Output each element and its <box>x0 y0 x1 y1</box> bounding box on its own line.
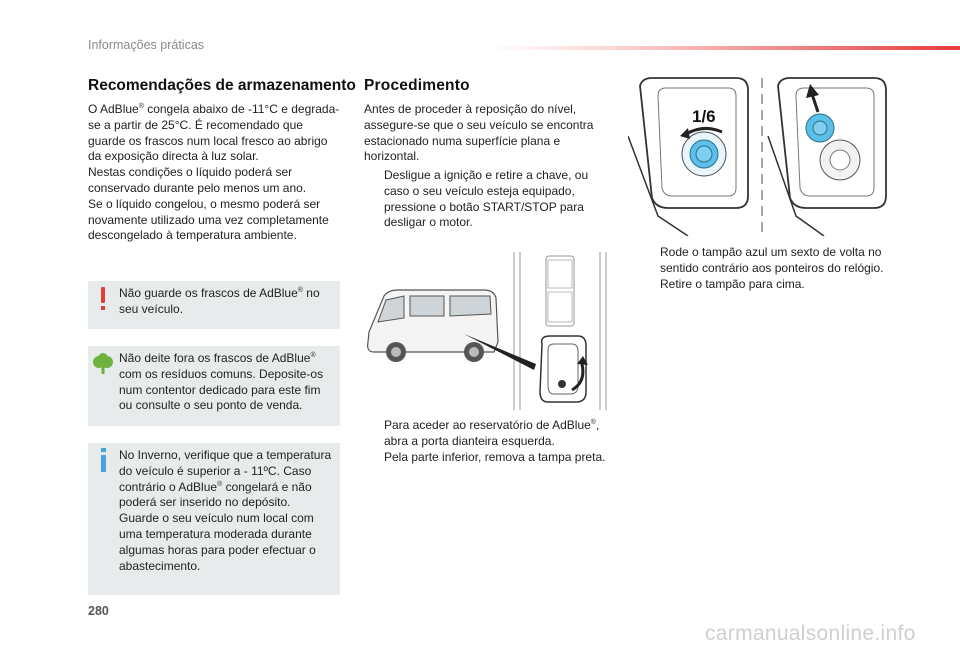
info-icon <box>99 448 108 477</box>
watermark: carmanualsonline.info <box>705 622 916 645</box>
procedure-steps-c <box>640 245 902 292</box>
header-rule <box>490 46 960 50</box>
eco-text: Não deite fora os frascos de AdBlue® com os resíduos comuns. Deposite-os num contentor dedicado para este fim ou consulte o seu ponto de venda. <box>119 351 324 413</box>
procedure-steps-b <box>364 418 614 465</box>
info-text: No Inverno, verifique que a temperatura do veículo é superior a - 11ºC. Caso contrário o AdBlue® congelará e não poderá ser inserido no depósito. Guarde o seu veículo num local com uma temperatura moderada durante algumas horas para poder efectuar o abastecimento. <box>119 448 332 573</box>
warning-box <box>88 281 340 329</box>
storage-p2: Nestas condições o líquido poderá ser conservado durante pelo menos um ano. <box>88 165 307 195</box>
procedure-intro: Antes de proceder à reposição do nível, assegure-se que o seu veículo se encontra estacionado numa superfície plana e horizontal. <box>364 102 594 164</box>
step-remove-cap: Retire o tampão para cima. <box>660 276 805 291</box>
storage-p1a: O AdBlue <box>88 102 139 116</box>
step-rotate-cap: Rode o tampão azul um sexto de volta no sentido contrário aos ponteiros do relógio. <box>660 245 884 275</box>
storage-title: Recomendações de armazenamento <box>88 77 356 94</box>
eco-box <box>88 346 340 426</box>
step-ignition: Desligue a ignição e retire a chave, ou caso o seu veículo esteja equipado, pressione o botão START/STOP para desligar o motor. <box>384 168 589 230</box>
exclamation-icon <box>98 287 108 316</box>
warning-text: Não guarde os frascos de AdBlue® no seu veículo. <box>119 286 320 316</box>
section-label: Informações práticas <box>88 38 205 52</box>
step-open-door: Para aceder ao reservatório de AdBlue®, abra a porta dianteira esquerda. <box>384 418 600 448</box>
reg-mark: ® <box>138 103 144 110</box>
step-remove-black-cap: Pela parte inferior, remova a tampa preta. <box>384 449 606 464</box>
storage-text <box>88 102 340 244</box>
storage-p3: Se o líquido congelou, o mesmo poderá ser novamente utilizado uma vez completamente descongelado à temperatura ambiente. <box>88 196 329 243</box>
storage-p1b: congela abaixo de -11°C e degrada-se a partir de 25°C. É recomendado que guarde os frascos num local fresco ao abrigo da exposição directa à luz solar. <box>88 102 340 164</box>
info-box <box>88 443 340 595</box>
procedure-title: Procedimento <box>364 77 470 94</box>
fraction-label: 1/6 <box>692 107 716 126</box>
page-number: 280 <box>88 604 109 618</box>
cap-illustration <box>628 76 890 236</box>
van-door-illustration <box>364 252 616 410</box>
tree-icon <box>92 353 114 380</box>
procedure-steps-a <box>364 168 604 231</box>
